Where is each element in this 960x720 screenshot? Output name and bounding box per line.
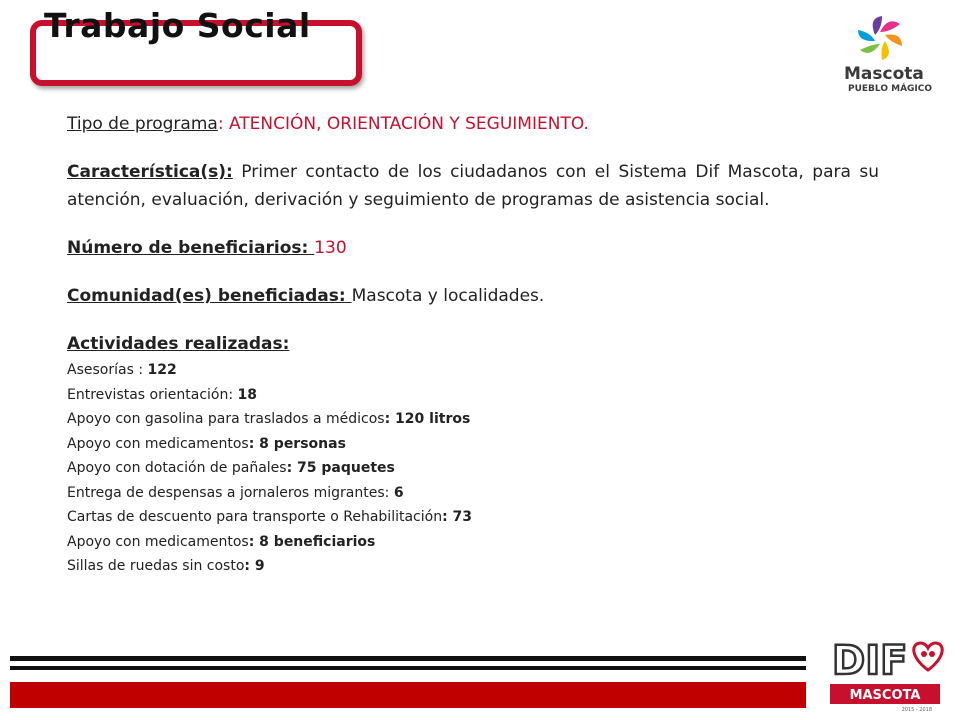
communities-value: Mascota y localidades. xyxy=(351,286,545,306)
dif-logo-mascota: MASCOTA xyxy=(849,688,921,703)
list-item: Apoyo con medicamentos: 8 personas xyxy=(67,435,346,452)
communities-label: Comunidad(es) beneficiadas: xyxy=(67,286,352,306)
mascota-logo-name: Mascota xyxy=(844,64,924,84)
program-type-line xyxy=(67,110,879,138)
heart-icon xyxy=(914,643,942,670)
dif-logo-years: 2015 - 2018 xyxy=(901,707,932,713)
characteristics-paragraph xyxy=(67,158,879,214)
list-item: Apoyo con dotación de pañales: 75 paquetes xyxy=(67,460,395,476)
activities-heading: Actividades realizadas: xyxy=(67,334,290,354)
activities-heading-line xyxy=(67,330,879,358)
page-title: Trabajo Social xyxy=(44,6,311,45)
list-item: Apoyo con medicamentos: 8 beneficiarios xyxy=(67,533,376,550)
program-type-value: : ATENCIÓN, ORIENTACIÓN Y SEGUIMIENTO. xyxy=(217,114,589,134)
footer-rule-black-top xyxy=(10,656,806,661)
beneficiaries-value: 130 xyxy=(314,238,347,258)
beneficiaries-label: Número de beneficiarios: xyxy=(67,238,315,258)
list-item: Apoyo con gasolina para traslados a médicos: 120 litros xyxy=(67,411,471,427)
list-item: Asesorías : 122 xyxy=(67,362,177,378)
footer-rule-red xyxy=(10,682,806,708)
communities-line xyxy=(67,282,879,310)
mascota-logo-tagline: PUEBLO MÁGICO xyxy=(848,84,933,94)
list-item: Sillas de ruedas sin costo: 9 xyxy=(67,558,265,574)
activity-list xyxy=(67,358,879,579)
footer-rule-black-bottom xyxy=(10,666,806,670)
beneficiaries-line xyxy=(67,234,879,262)
characteristics-text: Primer contacto de los ciudadanos con el Sistema Dif Mascota, para su atención, evaluación, derivación y seguimiento de programas de asistencia social. xyxy=(67,162,879,210)
list-item: Entrevistas orientación: 18 xyxy=(67,386,257,403)
characteristics-label: Característica(s): xyxy=(67,162,233,182)
dif-logo-text: DIF xyxy=(832,638,908,684)
main-content xyxy=(67,110,879,579)
list-item: Cartas de descuento para transporte o Rehabilitación: 73 xyxy=(67,509,473,525)
dif-mascota-logo xyxy=(828,636,950,714)
program-type-label: Tipo de programa xyxy=(67,114,218,134)
list-item: Entrega de despensas a jornaleros migrantes: 6 xyxy=(67,484,404,501)
